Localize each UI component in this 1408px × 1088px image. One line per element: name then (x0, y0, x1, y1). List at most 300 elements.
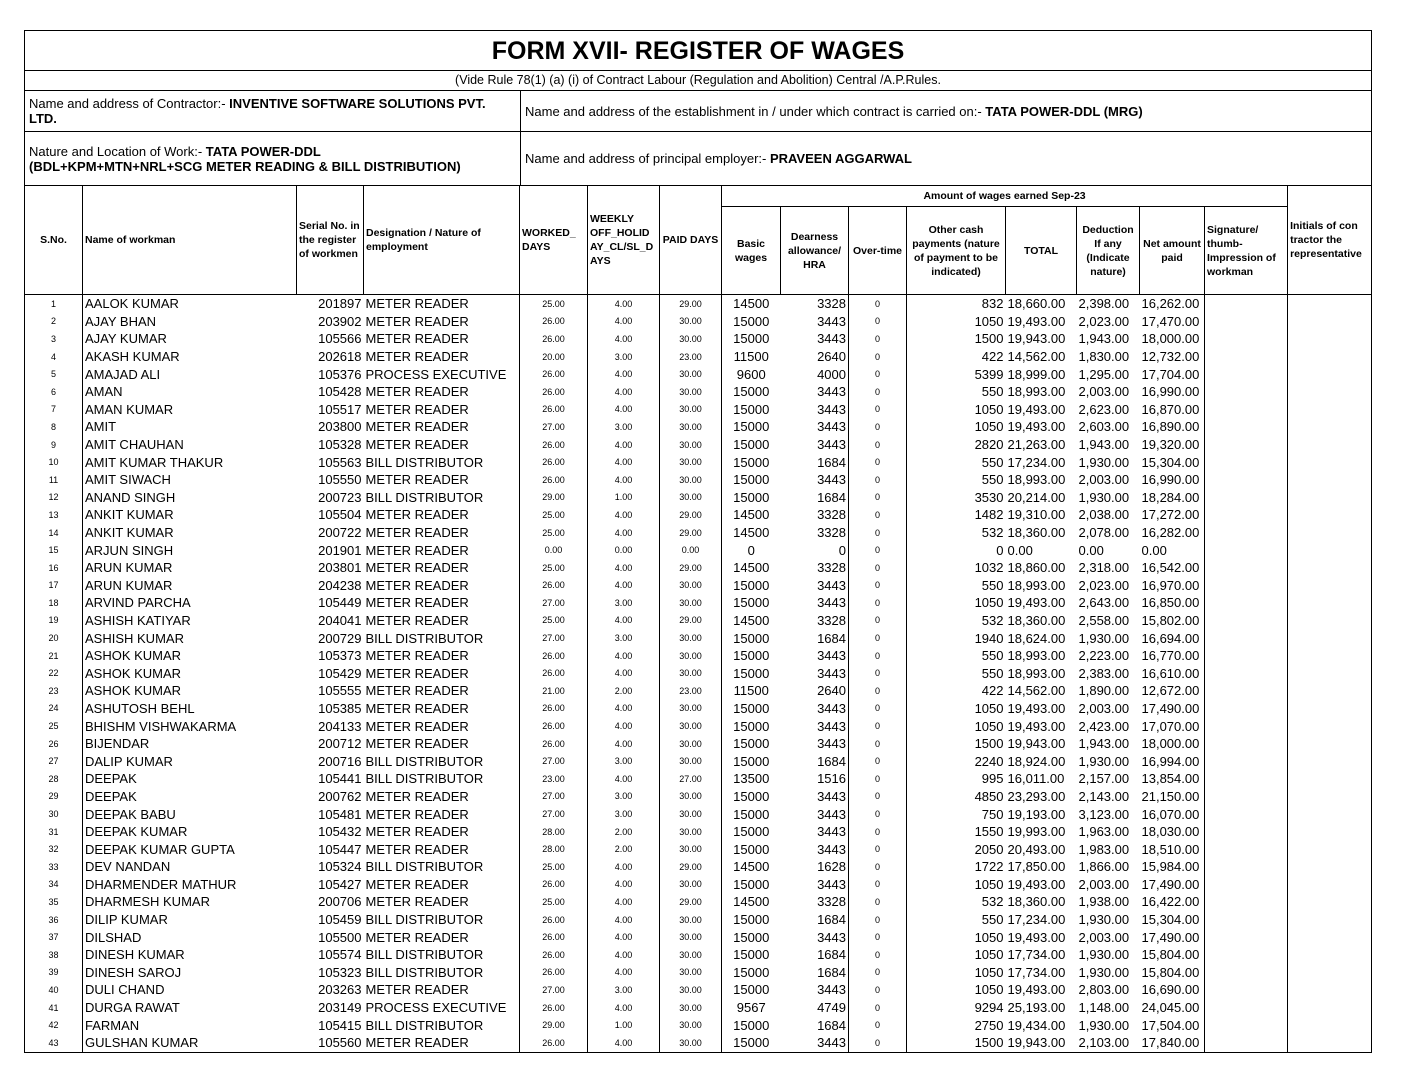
cell-name: AJAY BHAN (83, 313, 297, 331)
table-row (25, 805, 1372, 823)
cell-da: 3443 (781, 330, 849, 348)
cell-weekly-off: 4.00 (588, 559, 660, 577)
cell-paid-days: 30.00 (660, 964, 722, 982)
cell-other-cash: 532 (907, 612, 1006, 630)
cell-serial: 105449 (318, 595, 362, 611)
cell-paid-days: 30.00 (660, 330, 722, 348)
cell-deduction: 2,398.00 (1078, 296, 1130, 312)
cell-signature (1205, 893, 1288, 911)
cell-serial: 105504 (318, 507, 362, 523)
cell-name: AMIT CHAUHAN (83, 436, 297, 454)
cell-da: 3443 (781, 823, 849, 841)
cell-worked-days: 26.00 (520, 700, 588, 718)
cell-weekly-off: 3.00 (588, 629, 660, 647)
cell-deduction: 2,318.00 (1078, 560, 1130, 576)
cell-total: 19,493.00 (1007, 419, 1066, 435)
cell-da: 3328 (781, 559, 849, 577)
cell-total: 19,493.00 (1007, 313, 1066, 329)
cell-paid-days: 30.00 (660, 946, 722, 964)
cell-initials (1288, 418, 1372, 436)
cell-other-cash: 1050 (907, 981, 1006, 999)
cell-initials (1288, 805, 1372, 823)
cell-signature (1205, 629, 1288, 647)
cell-overtime: 0 (849, 770, 907, 788)
cell-basic: 15000 (722, 946, 781, 964)
cell-basic: 14500 (722, 506, 781, 524)
cell-other-cash: 5399 (907, 365, 1006, 383)
cell-overtime: 0 (849, 735, 907, 753)
cell-sno: 29 (25, 788, 83, 806)
cell-name: DINESH KUMAR (83, 946, 297, 964)
cell-weekly-off: 4.00 (588, 876, 660, 894)
cell-worked-days: 26.00 (520, 911, 588, 929)
cell-basic: 15000 (722, 1016, 781, 1034)
cell-initials (1288, 577, 1372, 595)
employer-cell (521, 132, 1371, 185)
cell-designation: METER READER (364, 735, 520, 753)
cell-paid-days: 30.00 (660, 436, 722, 454)
cell-deduction: 2,157.00 (1078, 771, 1130, 787)
cell-signature (1205, 805, 1288, 823)
cell-worked-days: 26.00 (520, 313, 588, 331)
cell-net: 16,690.00 (1140, 981, 1205, 999)
table-row (25, 295, 1372, 313)
cell-signature (1205, 330, 1288, 348)
cell-name: ARVIND PARCHA (83, 594, 297, 612)
cell-initials (1288, 858, 1372, 876)
cell-overtime: 0 (849, 506, 907, 524)
cell-overtime: 0 (849, 682, 907, 700)
cell-da: 3443 (781, 1034, 849, 1052)
cell-designation: BILL DISTRIBUTOR (364, 752, 520, 770)
info-row-work (24, 131, 1372, 185)
cell-name: DILSHAD (83, 928, 297, 946)
cell-designation: METER READER (364, 383, 520, 401)
cell-basic: 15000 (722, 401, 781, 419)
cell-other-cash: 1050 (907, 594, 1006, 612)
cell-serial: 105441 (318, 771, 362, 787)
cell-paid-days: 0.00 (660, 541, 722, 559)
cell-serial: 203149 (318, 1000, 362, 1016)
cell-da: 3443 (781, 577, 849, 595)
cell-paid-days: 23.00 (660, 348, 722, 366)
cell-net: 19,320.00 (1140, 436, 1205, 454)
cell-da: 1684 (781, 489, 849, 507)
cell-da: 3443 (781, 401, 849, 419)
cell-da: 3443 (781, 383, 849, 401)
cell-paid-days: 29.00 (660, 893, 722, 911)
cell-name: DEV NANDAN (83, 858, 297, 876)
cell-sno: 14 (25, 524, 83, 542)
cell-initials (1288, 541, 1372, 559)
cell-net: 17,504.00 (1140, 1016, 1205, 1034)
cell-da: 1684 (781, 752, 849, 770)
cell-worked-days: 28.00 (520, 840, 588, 858)
cell-serial: 204041 (318, 612, 362, 628)
cell-serial: 203902 (318, 313, 362, 329)
cell-paid-days: 29.00 (660, 559, 722, 577)
cell-name: AMAN (83, 383, 297, 401)
cell-sno: 18 (25, 594, 83, 612)
cell-net: 17,490.00 (1140, 700, 1205, 718)
cell-designation: BILL DISTRIBUTOR (364, 453, 520, 471)
table-row (25, 893, 1372, 911)
cell-initials (1288, 735, 1372, 753)
cell-other-cash: 422 (907, 348, 1006, 366)
cell-name: GULSHAN KUMAR (83, 1034, 297, 1052)
cell-net: 18,000.00 (1140, 330, 1205, 348)
cell-net: 15,802.00 (1140, 612, 1205, 630)
header-total: TOTAL (1006, 207, 1077, 295)
cell-net: 15,304.00 (1140, 911, 1205, 929)
table-row (25, 911, 1372, 929)
header-initials: Initials of con tractor the representative (1288, 186, 1372, 295)
cell-weekly-off: 3.00 (588, 981, 660, 999)
cell-sno: 33 (25, 858, 83, 876)
cell-weekly-off: 3.00 (588, 418, 660, 436)
cell-weekly-off: 4.00 (588, 453, 660, 471)
cell-weekly-off: 4.00 (588, 313, 660, 331)
cell-basic: 15000 (722, 383, 781, 401)
cell-total: 20,214.00 (1007, 489, 1066, 505)
cell-da: 4000 (781, 365, 849, 383)
table-row (25, 577, 1372, 595)
table-row (25, 524, 1372, 542)
cell-signature (1205, 401, 1288, 419)
cell-total: 19,434.00 (1007, 1017, 1066, 1033)
cell-sno: 13 (25, 506, 83, 524)
cell-initials (1288, 946, 1372, 964)
cell-sno: 27 (25, 752, 83, 770)
cell-sno: 41 (25, 999, 83, 1017)
cell-basic: 15000 (722, 594, 781, 612)
cell-serial: 105563 (318, 454, 362, 470)
table-row (25, 559, 1372, 577)
cell-weekly-off: 3.00 (588, 594, 660, 612)
cell-total: 18,993.00 (1007, 665, 1066, 681)
table-row (25, 700, 1372, 718)
cell-net: 18,030.00 (1140, 823, 1205, 841)
cell-total: 14,562.00 (1007, 683, 1066, 699)
cell-overtime: 0 (849, 981, 907, 999)
cell-overtime: 0 (849, 594, 907, 612)
cell-designation: BILL DISTRIBUTOR (364, 629, 520, 647)
cell-total: 19,493.00 (1007, 700, 1066, 716)
header-net: Net amount paid (1140, 207, 1205, 295)
cell-paid-days: 30.00 (660, 752, 722, 770)
cell-other-cash: 3530 (907, 489, 1006, 507)
cell-signature (1205, 999, 1288, 1017)
cell-serial: 200722 (318, 525, 362, 541)
cell-signature (1205, 524, 1288, 542)
cell-worked-days: 27.00 (520, 629, 588, 647)
cell-signature (1205, 788, 1288, 806)
cell-sno: 43 (25, 1034, 83, 1052)
cell-worked-days: 25.00 (520, 858, 588, 876)
cell-weekly-off: 4.00 (588, 506, 660, 524)
cell-serial: 105560 (297, 1034, 364, 1052)
cell-serial: 201897 (318, 296, 362, 312)
cell-overtime: 0 (849, 436, 907, 454)
table-row (25, 453, 1372, 471)
cell-paid-days: 30.00 (660, 911, 722, 929)
cell-paid-days: 30.00 (660, 735, 722, 753)
cell-basic: 11500 (722, 348, 781, 366)
cell-weekly-off: 2.00 (588, 682, 660, 700)
cell-overtime: 0 (849, 928, 907, 946)
cell-weekly-off: 3.00 (588, 805, 660, 823)
cell-deduction: 1,930.00 (1078, 753, 1130, 769)
cell-basic: 15000 (722, 700, 781, 718)
cell-overtime: 0 (849, 840, 907, 858)
cell-other-cash: 2750 (907, 1016, 1006, 1034)
cell-serial: 105574 (318, 947, 362, 963)
cell-da: 3443 (781, 594, 849, 612)
cell-name: ARUN KUMAR (83, 577, 297, 595)
cell-serial: 105481 (318, 806, 362, 822)
cell-deduction: 1,938.00 (1078, 894, 1130, 910)
cell-designation: METER READER (364, 330, 520, 348)
cell-overtime: 0 (849, 893, 907, 911)
establishment-cell (521, 91, 1371, 131)
cell-sno: 19 (25, 612, 83, 630)
cell-total: 18,999.00 (1007, 366, 1066, 382)
cell-paid-days: 30.00 (660, 664, 722, 682)
cell-weekly-off: 3.00 (588, 348, 660, 366)
cell-other-cash: 550 (907, 911, 1006, 929)
cell-sno: 23 (25, 682, 83, 700)
cell-initials (1288, 401, 1372, 419)
cell-designation: BILL DISTRIBUTOR (364, 911, 520, 929)
cell-worked-days: 26.00 (520, 365, 588, 383)
cell-weekly-off: 4.00 (588, 647, 660, 665)
cell-designation: METER READER (364, 981, 520, 999)
cell-da: 3443 (781, 735, 849, 753)
table-row (25, 928, 1372, 946)
cell-paid-days: 29.00 (660, 858, 722, 876)
cell-deduction: 1,930.00 (1078, 964, 1130, 980)
cell-overtime: 0 (849, 401, 907, 419)
cell-da: 3443 (781, 436, 849, 454)
cell-net: 16,870.00 (1140, 401, 1205, 419)
cell-total: 19,493.00 (1007, 595, 1066, 611)
cell-initials (1288, 594, 1372, 612)
cell-deduction: 1,148.00 (1078, 1000, 1130, 1016)
cell-basic: 15000 (722, 840, 781, 858)
cell-weekly-off: 4.00 (588, 436, 660, 454)
cell-other-cash: 1500 (907, 735, 1006, 753)
cell-overtime: 0 (849, 541, 907, 559)
work-cell (25, 132, 521, 185)
cell-serial: 201901 (318, 542, 362, 558)
cell-paid-days: 27.00 (660, 770, 722, 788)
cell-name: AKASH KUMAR (83, 348, 297, 366)
cell-signature (1205, 471, 1288, 489)
cell-deduction: 1,983.00 (1078, 841, 1130, 857)
cell-name: DHARMESH KUMAR (83, 893, 297, 911)
cell-name: DULI CHAND (83, 981, 297, 999)
cell-paid-days: 30.00 (660, 365, 722, 383)
cell-total: 17,734.00 (1007, 964, 1066, 980)
cell-name: DEEPAK (83, 770, 297, 788)
table-row (25, 489, 1372, 507)
header-basic: Basic wages (722, 207, 781, 295)
cell-other-cash: 1050 (907, 946, 1006, 964)
table-row (25, 964, 1372, 982)
cell-overtime: 0 (849, 647, 907, 665)
cell-signature (1205, 577, 1288, 595)
cell-overtime: 0 (849, 999, 907, 1017)
cell-designation: METER READER (364, 876, 520, 894)
cell-sno: 24 (25, 700, 83, 718)
cell-sno: 22 (25, 664, 83, 682)
cell-weekly-off: 3.00 (588, 752, 660, 770)
cell-signature (1205, 735, 1288, 753)
cell-designation: METER READER (364, 313, 520, 331)
cell-net: 16,422.00 (1140, 893, 1205, 911)
cell-signature (1205, 647, 1288, 665)
cell-signature (1205, 1034, 1288, 1052)
cell-basic: 15000 (722, 453, 781, 471)
cell-serial: 105328 (318, 437, 362, 453)
cell-signature (1205, 770, 1288, 788)
cell-paid-days: 30.00 (660, 928, 722, 946)
cell-overtime: 0 (849, 524, 907, 542)
cell-initials (1288, 717, 1372, 735)
cell-da: 1684 (781, 1016, 849, 1034)
cell-signature (1205, 858, 1288, 876)
cell-name: FARMAN (83, 1016, 297, 1034)
cell-deduction: 2,103.00 (1077, 1034, 1140, 1052)
cell-overtime: 0 (849, 330, 907, 348)
cell-signature (1205, 348, 1288, 366)
cell-sno: 11 (25, 471, 83, 489)
cell-name: ANKIT KUMAR (83, 506, 297, 524)
cell-total: 19,943.00 (1007, 331, 1066, 347)
table-row (25, 946, 1372, 964)
cell-deduction: 2,003.00 (1078, 929, 1130, 945)
cell-sno: 38 (25, 946, 83, 964)
cell-name: ASHOK KUMAR (83, 682, 297, 700)
cell-signature (1205, 313, 1288, 331)
cell-initials (1288, 752, 1372, 770)
cell-other-cash: 2820 (907, 436, 1006, 454)
cell-initials (1288, 506, 1372, 524)
cell-signature (1205, 594, 1288, 612)
cell-initials (1288, 876, 1372, 894)
cell-overtime: 0 (849, 453, 907, 471)
cell-other-cash: 1050 (907, 401, 1006, 419)
cell-worked-days: 25.00 (520, 893, 588, 911)
cell-initials (1288, 647, 1372, 665)
cell-basic: 15000 (722, 981, 781, 999)
cell-other-cash: 995 (907, 770, 1006, 788)
cell-other-cash: 9294 (907, 999, 1006, 1017)
cell-name: ASHOK KUMAR (83, 664, 297, 682)
cell-weekly-off: 1.00 (588, 489, 660, 507)
cell-deduction: 2,643.00 (1078, 595, 1130, 611)
cell-da: 3443 (781, 876, 849, 894)
cell-serial: 105376 (318, 366, 362, 382)
cell-serial: 105459 (318, 912, 362, 928)
cell-basic: 15000 (722, 313, 781, 331)
cell-deduction: 1,930.00 (1078, 489, 1130, 505)
cell-other-cash: 1032 (907, 559, 1006, 577)
cell-deduction: 1,930.00 (1078, 630, 1130, 646)
cell-sno: 3 (25, 330, 83, 348)
cell-da: 3443 (781, 840, 849, 858)
cell-serial: 200706 (318, 894, 362, 910)
cell-worked-days: 25.00 (520, 559, 588, 577)
cell-basic: 14500 (722, 858, 781, 876)
cell-overtime: 0 (849, 805, 907, 823)
cell-basic: 15000 (722, 823, 781, 841)
cell-net: 21,150.00 (1140, 788, 1205, 806)
cell-basic: 15000 (722, 876, 781, 894)
cell-worked-days: 26.00 (520, 664, 588, 682)
cell-da: 3443 (781, 717, 849, 735)
cell-other-cash: 550 (907, 383, 1006, 401)
cell-paid-days: 30.00 (660, 401, 722, 419)
table-row (25, 840, 1372, 858)
cell-signature (1205, 418, 1288, 436)
cell-net: 16,770.00 (1140, 647, 1205, 665)
cell-signature (1205, 612, 1288, 630)
cell-designation: METER READER (364, 524, 520, 542)
table-row (25, 752, 1372, 770)
table-row (25, 629, 1372, 647)
cell-designation: METER READER (364, 541, 520, 559)
cell-initials (1288, 911, 1372, 929)
cell-name: DEEPAK (83, 788, 297, 806)
cell-deduction: 1,295.00 (1078, 366, 1130, 382)
cell-worked-days: 27.00 (520, 594, 588, 612)
table-row (25, 858, 1372, 876)
cell-worked-days: 26.00 (520, 946, 588, 964)
cell-signature (1205, 436, 1288, 454)
table-row (25, 981, 1372, 999)
cell-serial: 204238 (318, 577, 362, 593)
cell-sno: 1 (25, 295, 83, 313)
cell-da: 3328 (781, 295, 849, 313)
header-deduction: Deduction If any (Indicate nature) (1077, 207, 1140, 295)
cell-net: 18,284.00 (1140, 489, 1205, 507)
cell-overtime: 0 (849, 752, 907, 770)
cell-name: BIJENDAR (83, 735, 297, 753)
cell-da: 3443 (781, 313, 849, 331)
cell-designation: BILL DISTRIBUTOR (364, 858, 520, 876)
cell-other-cash: 4850 (907, 788, 1006, 806)
cell-designation: METER READER (364, 401, 520, 419)
cell-other-cash: 1940 (907, 629, 1006, 647)
cell-paid-days: 30.00 (660, 805, 722, 823)
cell-total: 19,993.00 (1007, 824, 1066, 840)
cell-paid-days: 29.00 (660, 295, 722, 313)
cell-deduction: 1,830.00 (1078, 349, 1130, 365)
cell-overtime: 0 (849, 612, 907, 630)
cell-basic: 15000 (722, 471, 781, 489)
cell-total: 20,493.00 (1007, 841, 1066, 857)
cell-designation: METER READER (364, 682, 520, 700)
cell-overtime: 0 (849, 471, 907, 489)
cell-deduction: 2,803.00 (1078, 982, 1130, 998)
work-label: Nature and Location of Work:- (29, 143, 206, 159)
cell-designation: METER READER (364, 471, 520, 489)
contractor-name: INVENTIVE SOFTWARE SOLUTIONS PVT. LTD. (29, 96, 486, 126)
cell-weekly-off: 4.00 (588, 471, 660, 489)
cell-overtime: 0 (849, 629, 907, 647)
cell-overtime: 0 (849, 383, 907, 401)
